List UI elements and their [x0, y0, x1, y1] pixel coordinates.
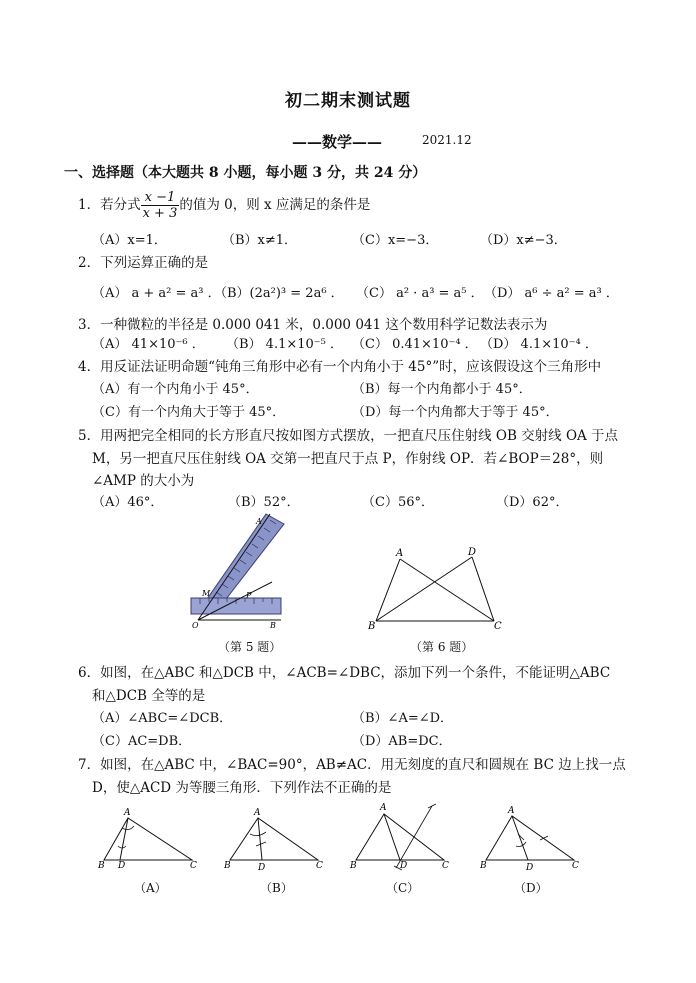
q5-option-b[interactable]: （B）52°． — [228, 495, 300, 510]
fig7c-label-a: A — [380, 803, 387, 813]
fig7b-label-d: D — [258, 863, 266, 872]
fig7d-label-d: D — [526, 863, 534, 872]
q4-option-b[interactable]: （B）每一个内角都小于 45°． — [352, 382, 532, 397]
q1-option-a[interactable]: （A）x=1． — [92, 233, 167, 248]
question-5-line-2: M，另一把直尺压住射线 OA 交第一把直尺于点 P，作射线 OP．若∠BOP＝28°，则 — [92, 451, 604, 467]
q2-option-c[interactable]: （C） a² · a³ = a⁵ ． — [356, 286, 484, 301]
q1-option-d[interactable]: （D）x≠−3． — [480, 233, 567, 248]
q2-option-b[interactable]: （B）(2a²)³ = 2a⁶ ． — [214, 286, 344, 301]
question-2-stem: 2．下列运算正确的是 — [78, 255, 209, 271]
figure-7a-caption: （A） — [134, 881, 167, 895]
slanted-ruler — [198, 514, 284, 612]
fig7c-label-b: B — [350, 861, 357, 871]
page-title: 初二期末测试题 — [285, 91, 411, 111]
fig7a-label-c: C — [190, 861, 197, 871]
q6-option-b[interactable]: （B）∠A=∠D． — [352, 711, 454, 726]
q3-option-d[interactable]: （D） 4.1×10⁻⁴ ． — [480, 337, 598, 352]
figure-7c-caption: （C） — [386, 881, 420, 895]
q4-option-a[interactable]: （A）有一个内角小于 45°． — [92, 382, 259, 397]
q6-option-a[interactable]: （A）∠ABC=∠DCB． — [92, 711, 233, 726]
segment-ab — [376, 559, 400, 621]
fig5-label-m: M — [202, 589, 211, 598]
question-7-line-2: D，使△ACD 为等腰三角形．下列作法不正确的是 — [92, 780, 392, 796]
question-6-line-1: 6．如图，在△ABC 和△DCB 中，∠ACB=∠DBC，添加下列一个条件，不能证明△ABC — [78, 665, 611, 681]
figure-7c-construction — [348, 800, 452, 872]
fig5-label-b: B — [270, 621, 276, 630]
fig7a-label-a: A — [124, 808, 131, 818]
q1-fraction — [141, 190, 180, 221]
q3-option-a[interactable]: （A） 41×10⁻⁶ ． — [92, 337, 205, 352]
question-5-line-1: 5．用两把完全相同的长方形直尺按如图方式摆放，一把直尺压住射线 OB 交射线 OA 于点 — [78, 428, 619, 444]
segment-db — [376, 557, 472, 621]
segment-dc — [472, 557, 494, 621]
q4-option-c[interactable]: （C）有一个内角大于等于 45°． — [92, 405, 286, 420]
question-6-line-2: 和△DCB 全等的是 — [92, 688, 206, 704]
q1-option-b[interactable]: （B）x≠1． — [222, 233, 298, 248]
section-heading: 一、选择题（本大题共 8 小题，每小题 3 分，共 24 分） — [64, 165, 427, 181]
q6-option-d[interactable]: （D）AB=DC． — [352, 734, 452, 749]
fig7a-label-b: B — [98, 861, 105, 871]
figure-7b-caption: （B） — [260, 881, 293, 895]
fig5-label-p: P — [246, 591, 252, 600]
fig5-label-a: A — [256, 517, 262, 526]
question-1-stem — [78, 190, 370, 221]
exam-date: 2021.12 — [422, 133, 472, 147]
q5-option-a[interactable]: （A）46°． — [92, 495, 164, 510]
q1-suffix: 的值为 0，则 x 应满足的条件是 — [179, 197, 371, 213]
fig6-label-a: A — [396, 548, 404, 559]
q2-option-d[interactable]: （D） a⁶ ÷ a² = a³ ． — [484, 286, 619, 301]
fig7d-label-b: B — [480, 861, 487, 871]
figure-7d-construction — [478, 802, 582, 872]
question-7-line-1: 7．如图，在△ABC 中，∠BAC=90°，AB≠AC．用无刻度的直尺和圆规在 BC 边上找一点 — [78, 757, 626, 773]
q6-option-c[interactable]: （C）AC=DB． — [92, 734, 192, 749]
fig5-label-o: O — [192, 621, 199, 630]
fig6-label-c: C — [494, 621, 502, 631]
segment-ac — [400, 559, 494, 621]
question-5-line-3: ∠AMP 的大小为 — [92, 473, 195, 489]
figure-7a-construction — [96, 806, 200, 872]
fig6-label-d: D — [468, 547, 477, 558]
q4-option-d[interactable]: （D）每一个内角都大于等于 45°． — [352, 405, 559, 420]
fig7a-label-d: D — [118, 861, 126, 871]
q3-option-c[interactable]: （C） 0.41×10⁻⁴ ． — [352, 337, 478, 352]
q1-prefix: 1．若分式 — [78, 197, 141, 213]
fig7b-label-b: B — [224, 861, 231, 871]
fig7d-label-c: C — [572, 861, 579, 871]
fig7b-label-a: A — [254, 808, 261, 818]
fig7d-label-a: A — [508, 806, 515, 816]
fig6-label-b: B — [368, 621, 376, 631]
q2-option-a[interactable]: （A） a + a² = a³ ． — [92, 286, 221, 301]
q5-option-d[interactable]: （D）62°． — [496, 495, 569, 510]
q5-option-c[interactable]: （C）56°． — [362, 495, 434, 510]
subtitle: ——数学—— — [292, 133, 383, 151]
fig7b-label-c: C — [316, 861, 323, 871]
question-3-stem: 3．一种微粒的半径是 0.000 041 米，0.000 041 这个数用科学记数法表示为 — [78, 317, 548, 333]
q1-option-c[interactable]: （C）x=−3． — [352, 233, 439, 248]
fig7c-label-d: D — [400, 861, 408, 871]
figure-6-triangles — [364, 545, 508, 631]
question-4-stem: 4．用反证法证明命题“钝角三角形中必有一个内角小于 45°”时，应该假设这个三角形中 — [78, 359, 602, 375]
figure-6-caption: （第 6 题） — [410, 640, 474, 654]
q1-denominator: x + 3 — [142, 206, 178, 221]
figure-5-rulers — [186, 512, 286, 632]
figure-7b-construction — [222, 806, 326, 872]
q1-numerator: x −1 — [141, 190, 180, 206]
figure-7d-caption: （D） — [514, 881, 548, 895]
fig7c-label-c: C — [442, 861, 449, 871]
q3-option-b[interactable]: （B） 4.1×10⁻⁵ ． — [226, 337, 344, 352]
figure-5-caption: （第 5 题） — [218, 640, 282, 654]
